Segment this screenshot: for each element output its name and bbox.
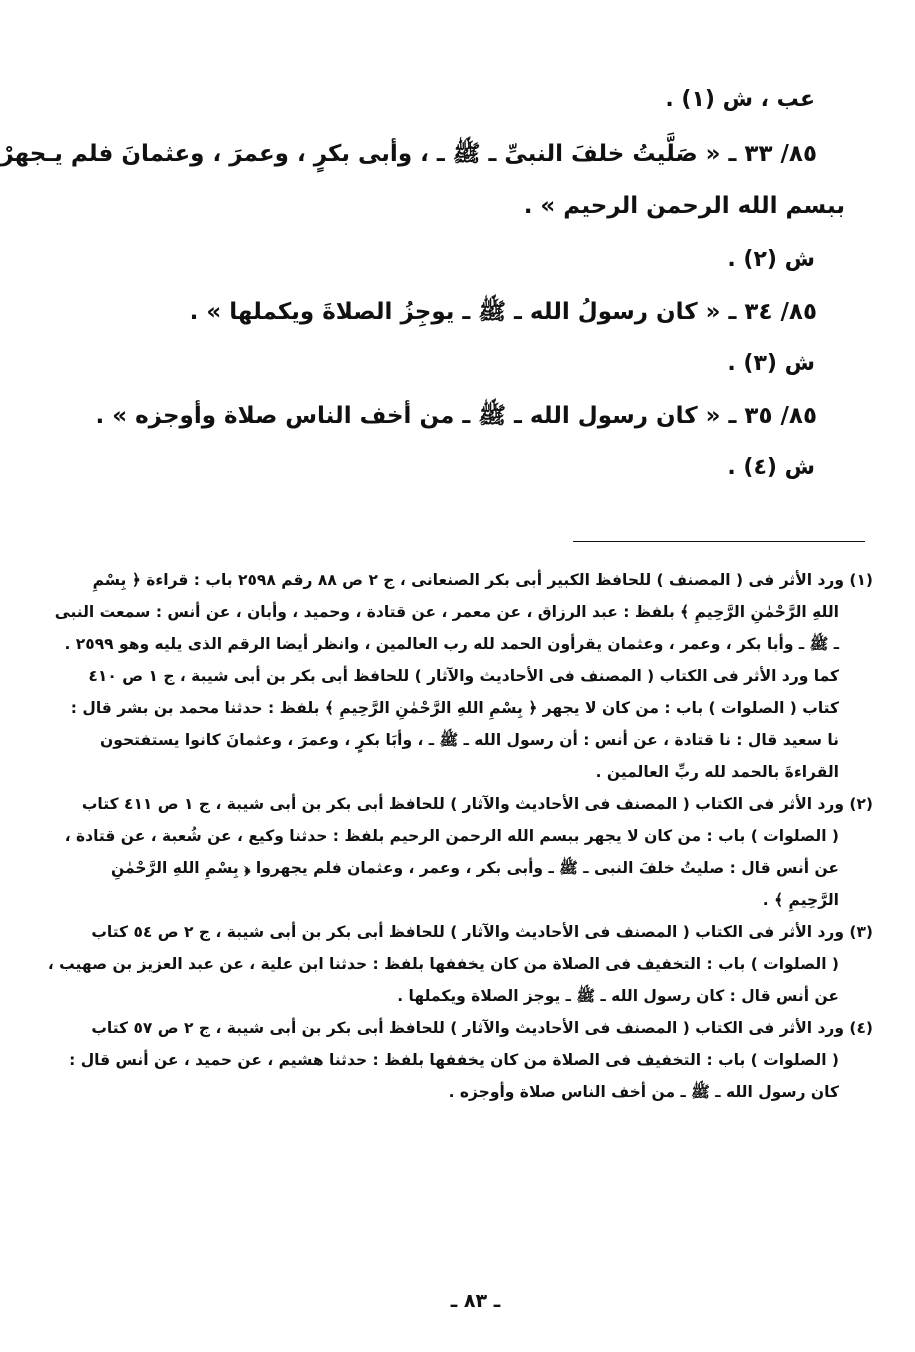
footnote-line: الرَّحِيمِ ﴾ . <box>762 891 839 909</box>
footnote-line: عن أنس قال : صليتُ خلفَ النبى ـ ﷺ ـ وأبى بكر ، وعمر ، وعثمان فلم يجهروا ﴿ بِسْمِ اللهِ الرَّحْمٰنِ <box>111 859 839 877</box>
footnote-line: ( الصلوات ) باب : التخفيف فى الصلاة من كان يخففها بلفظ : حدثنا هشيم ، عن حميد ، عن أنس قال : <box>69 1051 839 1069</box>
footnote-line: اللهِ الرَّحْمٰنِ الرَّحِيمِ ﴾ بلفظ : عبد الرزاق ، عن معمر ، عن قتادة ، وحميد ، وأبان ، عن أنس : سمعت النبى <box>54 603 839 621</box>
footnote-line: ـ ﷺ ـ وأبا بكر ، وعمر ، وعثمان يقرأون الحمد لله رب العالمين ، وانظر أيضا الرقم الذى يليه وهو ٢٥٩٩ . <box>64 635 839 653</box>
footnote-line: ( الصلوات ) باب : التخفيف فى الصلاة من كان يخففها بلفظ : حدثنا ابن علية ، عن عبد العزيز بن صهيب ، <box>47 955 839 973</box>
footnote-line: القراءةَ بالحمد لله ربِّ العالمين . <box>595 763 839 781</box>
footnote-line: (٣) ورد الأثر فى الكتاب ( المصنف فى الأحاديث والآثار ) للحافظ أبى بكر بن أبى شيبة ، ج ٢ ص ٥٤ كتاب <box>91 923 873 941</box>
footnote-line: (٤) ورد الأثر فى الكتاب ( المصنف فى الأحاديث والآثار ) للحافظ أبى بكر بن أبى شيبة ، ج ٢ ص ٥٧ كتاب <box>91 1019 873 1037</box>
footnote-line: كتاب ( الصلوات ) باب : من كان لا يجهر ﴿ بِسْمِ اللهِ الرَّحْمٰنِ الرَّحِيمِ ﴾ بلفظ : حدثنا محمد بن بشر قال : <box>70 699 839 717</box>
footnote-separator <box>573 541 865 542</box>
footnotes <box>47 564 873 1108</box>
main-line: ببسم الله الرحمن الرحيم » . <box>523 193 845 219</box>
footnote-line: كما ورد الأثر فى الكتاب ( المصنف فى الأحاديث والآثار ) للحافظ أبى بكر بن أبى شيبة ، ج ١ ص ٤١٠ <box>88 667 839 685</box>
hadith-85-33: ٨٥/ ٣٣ ـ « صَلَّيتُ خلفَ النبىِّ ـ ﷺ ـ ، وأبى بكرٍ ، وعمرَ ، وعثمانَ فلم يـجهرْ <box>0 141 817 167</box>
page-number: ـ ٨٣ ـ <box>450 1290 501 1312</box>
footnote-3 <box>47 916 873 1012</box>
main-line: ش (٢) . <box>727 247 815 272</box>
footnote-line: عن أنس قال : كان رسول الله ـ ﷺ ـ يوجز الصلاة ويكملها . <box>397 987 839 1005</box>
hadith-85-34: ٨٥/ ٣٤ ـ « كان رسولُ الله ـ ﷺ ـ يوجِزُ الصلاةَ ويكملها » . <box>189 299 817 325</box>
footnote-4 <box>69 1012 873 1108</box>
footnote-line: ( الصلوات ) باب : من كان لا يجهر ببسم الله الرحمن الرحيم بلفظ : حدثنا وكيع ، عن شُعبة ، عن قتادة ، <box>64 827 839 845</box>
hadith-85-35: ٨٥/ ٣٥ ـ « كان رسول الله ـ ﷺ ـ من أخف الناس صلاة وأوجزه » . <box>95 403 817 429</box>
main-line: عب ، ش (١) . <box>665 87 815 112</box>
footnote-line: (٢) ورد الأثر فى الكتاب ( المصنف فى الأحاديث والآثار ) للحافظ أبى بكر بن أبى شيبة ، ج ١ ص ٤١١ كتاب <box>81 795 873 813</box>
main-line: ش (٤) . <box>727 455 815 480</box>
footnote-line: (١) ورد الأثر فى ( المصنف ) للحافظ الكبير أبى بكر الصنعانى ، ج ٢ ص ٨٨ رقم ٢٥٩٨ باب : قراءة ﴿ بِسْمِ <box>92 571 873 589</box>
footnote-line: كان رسول الله ـ ﷺ ـ من أخف الناس صلاة وأوجزه . <box>448 1083 839 1101</box>
footnote-line: نا سعيد قال : نا قتادة ، عن أنس : أن رسول الله ـ ﷺ ـ ، وأبَا بكرٍ ، وعمرَ ، وعثمانَ كانوا يستفتحون <box>100 731 839 749</box>
main-line: ش (٣) . <box>727 351 815 376</box>
footnote-1 <box>54 564 873 788</box>
footnote-2 <box>64 788 873 916</box>
